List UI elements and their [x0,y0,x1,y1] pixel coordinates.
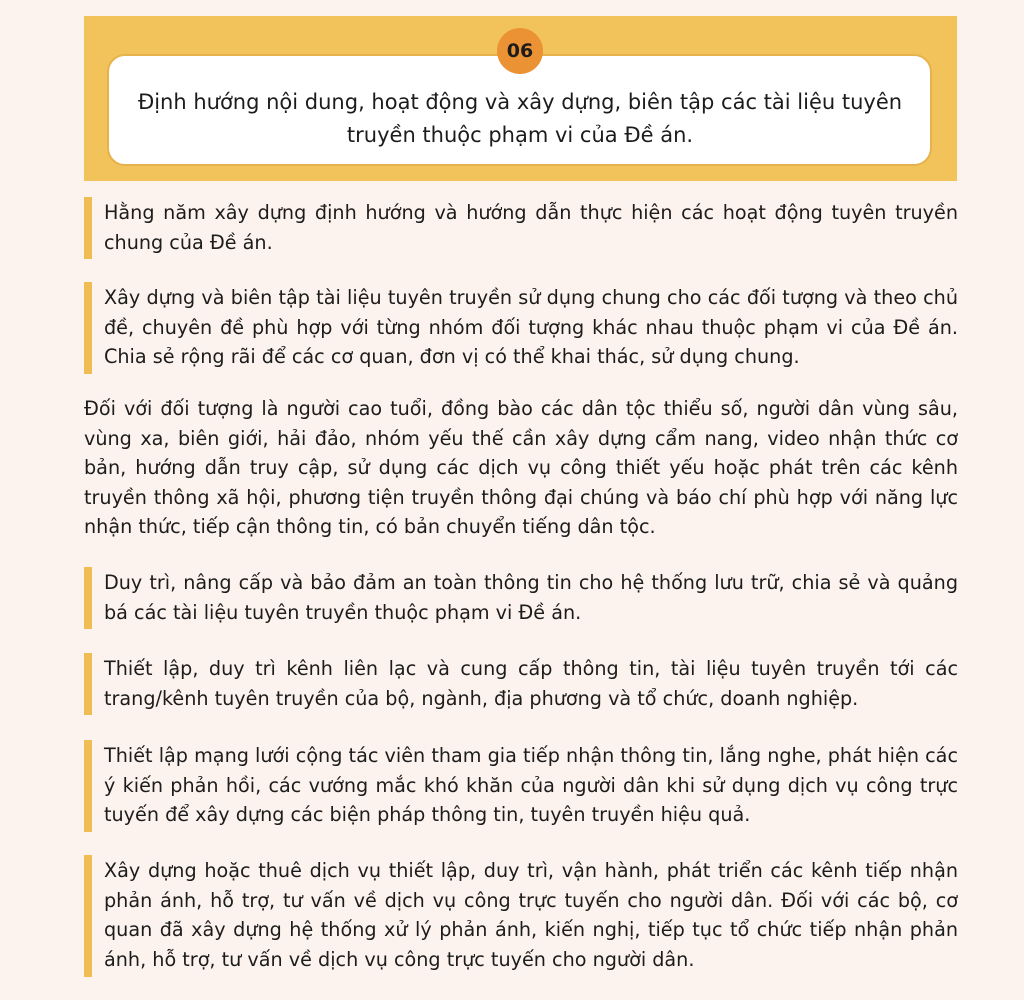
paragraph-item-4: Duy trì, nâng cấp và bảo đảm an toàn thông tin cho hệ thống lưu trữ, chia sẻ và quảng bá các tài liệu tuyên truyền thuộc phạm vi Đề án. [104,571,958,624]
paragraph-item-5: Thiết lập, duy trì kênh liên lạc và cung cấp thông tin, tài liệu tuyên truyền tới các trang/kênh tuyên truyền của bộ, ngành, địa phương và tổ chức, doanh nghiệp. [104,657,958,710]
accent-bar [84,653,92,715]
paragraph-item-3: Đối với đối tượng là người cao tuổi, đồng bào các dân tộc thiểu số, người dân vùng sâu, vùng xa, biên giới, hải đảo, nhóm yếu thế cần xây dựng cẩm nang, video nhận thức cơ bản, hướng dẫn truy cập, sử dụng các dịch vụ công thiết yếu hoặc phát trên các kênh truyền thông xã hội, phương tiện truyền thông đại chúng và báo chí phù hợp với năng lực nhận thức, tiếp cận thông tin, có bản chuyển tiếng dân tộc. [84,397,958,538]
section-number-badge: 06 [497,28,543,74]
accent-bar [84,197,92,259]
accent-bar [84,567,92,629]
paragraph-item-2: Xây dựng và biên tập tài liệu tuyên truyền sử dụng chung cho các đối tượng và theo chủ đề, chuyên đề phù hợp với từng nhóm đối tượng khác nhau thuộc phạm vi của Đề án. Chia sẻ rộng rãi để các cơ quan, đơn vị có thể khai thác, sử dụng chung. [104,286,958,368]
paragraph-item-1: Hằng năm xây dựng định hướng và hướng dẫn thực hiện các hoạt động tuyên truyền chung của Đề án. [104,201,958,254]
accent-bar [84,282,92,374]
accent-bar [84,855,92,977]
accent-bar [84,740,92,832]
section-title [120,86,920,152]
section-title-line-2: truyền thuộc phạm vi của Đề án. [346,123,694,147]
paragraph-item-6: Thiết lập mạng lưới cộng tác viên tham gia tiếp nhận thông tin, lắng nghe, phát hiện các ý kiến phản hồi, các vướng mắc khó khăn của người dân khi sử dụng dịch vụ công trực tuyến để xây dựng các biện pháp thông tin, tuyên truyền hiệu quả. [104,744,958,826]
section-title-line-1: Định hướng nội dung, hoạt động và xây dựng, biên tập các tài liệu tuyên [137,90,903,114]
paragraph-item-7: Xây dựng hoặc thuê dịch vụ thiết lập, duy trì, vận hành, phát triển các kênh tiếp nhận phản ánh, hỗ trợ, tư vấn về dịch vụ công trực tuyến cho người dân. Đối với các bộ, cơ quan đã xây dựng hệ thống xử lý phản ánh, kiến nghị, tiếp tục tổ chức tiếp nhận phản ánh, hỗ trợ, tư vấn về dịch vụ công trực tuyến cho người dân. [104,859,958,971]
